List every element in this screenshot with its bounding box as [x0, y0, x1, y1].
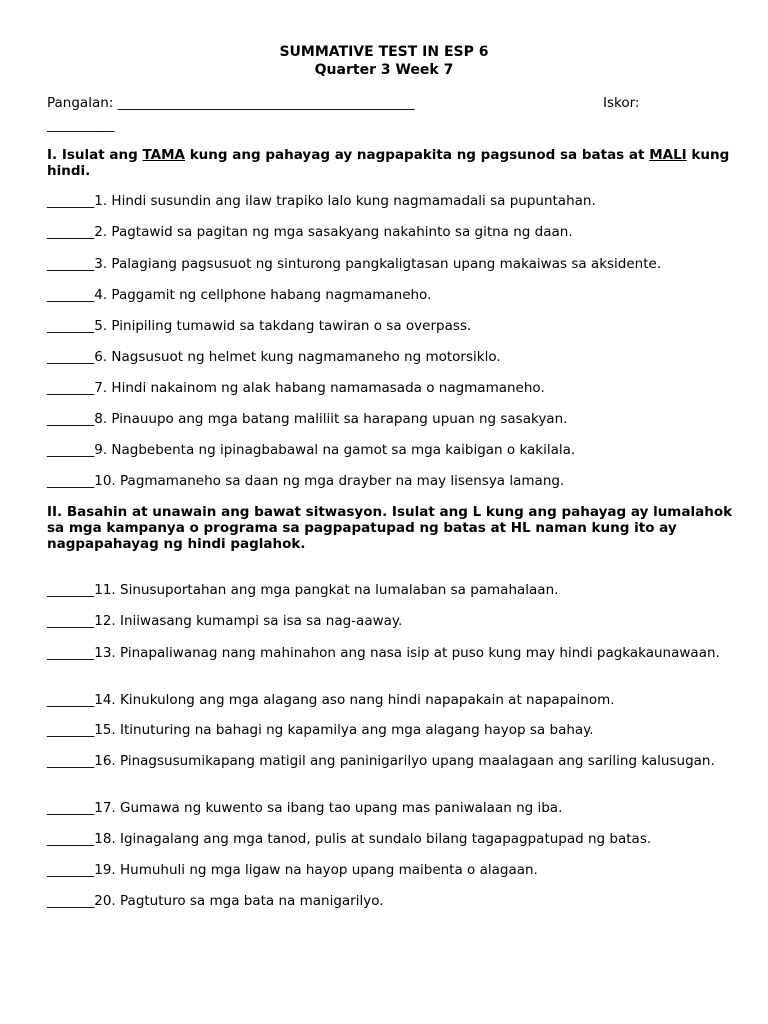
- answer-blank[interactable]: _______: [47, 800, 95, 816]
- question-text: 13. Pinapaliwanag nang mahinahon ang nasa isip at puso kung may hindi pagkakaunawaan.: [94, 645, 720, 661]
- answer-blank[interactable]: _______: [47, 193, 95, 209]
- question-item: [47, 256, 727, 272]
- question-item: [47, 645, 727, 661]
- answer-blank[interactable]: _______: [47, 722, 95, 738]
- question-text: 6. Nagsusuot ng helmet kung nagmamaneho ng motorsiklo.: [94, 349, 501, 365]
- question-item: [47, 800, 727, 816]
- answer-blank[interactable]: _______: [47, 473, 95, 489]
- answer-blank[interactable]: _______: [47, 349, 95, 365]
- answer-blank[interactable]: _______: [47, 753, 95, 769]
- question-text: 9. Nagbebenta ng ipinagbabawal na gamot sa mga kaibigan o kakilala.: [94, 442, 576, 458]
- answer-blank[interactable]: _______: [47, 224, 95, 240]
- mali-keyword: MALI: [649, 147, 687, 163]
- answer-blank[interactable]: _______: [47, 442, 95, 458]
- question-item: [47, 753, 727, 769]
- question-text: 17. Gumawa ng kuwento sa ibang tao upang mas paniwalaan ng iba.: [94, 800, 563, 816]
- part1-instruction-text: I. Isulat ang: [47, 147, 143, 163]
- score-field[interactable]: __________: [47, 117, 115, 133]
- question-text: 19. Humuhuli ng mga ligaw na hayop upang maibenta o alagaan.: [94, 862, 538, 878]
- answer-blank[interactable]: _______: [47, 380, 95, 396]
- question-text: 16. Pinagsusumikapang matigil ang paninigarilyo upang maalagaan ang sariling kalusugan.: [94, 753, 715, 769]
- question-item: [47, 318, 727, 334]
- question-text: 2. Pagtawid sa pagitan ng mga sasakyang nakahinto sa gitna ng daan.: [94, 224, 573, 240]
- question-item: [47, 473, 727, 489]
- answer-blank[interactable]: _______: [47, 613, 95, 629]
- question-item: [47, 692, 727, 708]
- answer-blank[interactable]: _______: [47, 318, 95, 334]
- question-item: [47, 224, 727, 240]
- name-line: [47, 95, 415, 111]
- name-label: Pangalan:: [47, 95, 114, 111]
- question-text: 7. Hindi nakainom ng alak habang namamasada o nagmamaneho.: [94, 380, 545, 396]
- question-item: [47, 831, 727, 847]
- question-text: 4. Paggamit ng cellphone habang nagmamaneho.: [94, 287, 432, 303]
- answer-blank[interactable]: _______: [47, 256, 95, 272]
- question-text: 12. Iniiwasang kumampi sa isa sa nag-aaway.: [94, 613, 403, 629]
- page-subtitle: Quarter 3 Week 7: [314, 62, 454, 78]
- tama-keyword: TAMA: [142, 147, 185, 163]
- part2-instruction: II. Basahin at unawain ang bawat sitwasyon. Isulat ang L kung ang pahayag ay lumalahok sa mga kampanya o programa sa pagpapatupad ng batas at HL naman kung ito ay nagpapahayag ng hindi paglahok.: [47, 504, 733, 552]
- answer-blank[interactable]: _______: [47, 893, 95, 909]
- question-item: [47, 193, 727, 209]
- answer-blank[interactable]: _______: [47, 831, 95, 847]
- part1-instruction: [47, 147, 737, 179]
- question-item: [47, 582, 727, 598]
- question-text: 5. Pinipiling tumawid sa takdang tawiran o sa overpass.: [94, 318, 472, 334]
- question-text: 15. Itinuturing na bahagi ng kapamilya ang mga alagang hayop sa bahay.: [94, 722, 594, 738]
- part1-instruction-text: kung hindi.: [47, 147, 730, 179]
- answer-blank[interactable]: _______: [47, 287, 95, 303]
- question-item: [47, 349, 727, 365]
- question-item: [47, 287, 727, 303]
- name-field[interactable]: ____________________________________________: [117, 95, 415, 111]
- question-text: 1. Hindi susundin ang ilaw trapiko lalo kung nagmamadali sa pupuntahan.: [94, 193, 596, 209]
- part1-instruction-text: kung ang pahayag ay nagpapakita ng pagsunod sa batas at: [185, 147, 650, 163]
- question-text: 10. Pagmamaneho sa daan ng mga drayber na may lisensya lamang.: [94, 473, 565, 489]
- question-item: [47, 380, 727, 396]
- question-text: 18. Iginagalang ang mga tanod, pulis at sundalo bilang tagapagpatupad ng batas.: [94, 831, 652, 847]
- question-text: 11. Sinusuportahan ang mga pangkat na lumalaban sa pamahalaan.: [94, 582, 559, 598]
- question-item: [47, 613, 727, 629]
- question-item: [47, 722, 727, 738]
- answer-blank[interactable]: _______: [47, 862, 95, 878]
- answer-blank[interactable]: _______: [47, 582, 95, 598]
- answer-blank[interactable]: _______: [47, 411, 95, 427]
- question-item: [47, 893, 727, 909]
- question-item: [47, 862, 727, 878]
- score-label: Iskor:: [603, 95, 640, 111]
- question-text: 3. Palagiang pagsusuot ng sinturong pangkaligtasan upang makaiwas sa aksidente.: [94, 256, 662, 272]
- answer-blank[interactable]: _______: [47, 645, 95, 661]
- question-text: 20. Pagtuturo sa mga bata na manigarilyo.: [94, 893, 384, 909]
- answer-blank[interactable]: _______: [47, 692, 95, 708]
- question-text: 8. Pinauupo ang mga batang maliliit sa harapang upuan ng sasakyan.: [94, 411, 568, 427]
- question-item: [47, 442, 727, 458]
- question-item: [47, 411, 727, 427]
- question-text: 14. Kinukulong ang mga alagang aso nang hindi napapakain at napapainom.: [94, 692, 615, 708]
- page-title: SUMMATIVE TEST IN ESP 6: [279, 44, 489, 60]
